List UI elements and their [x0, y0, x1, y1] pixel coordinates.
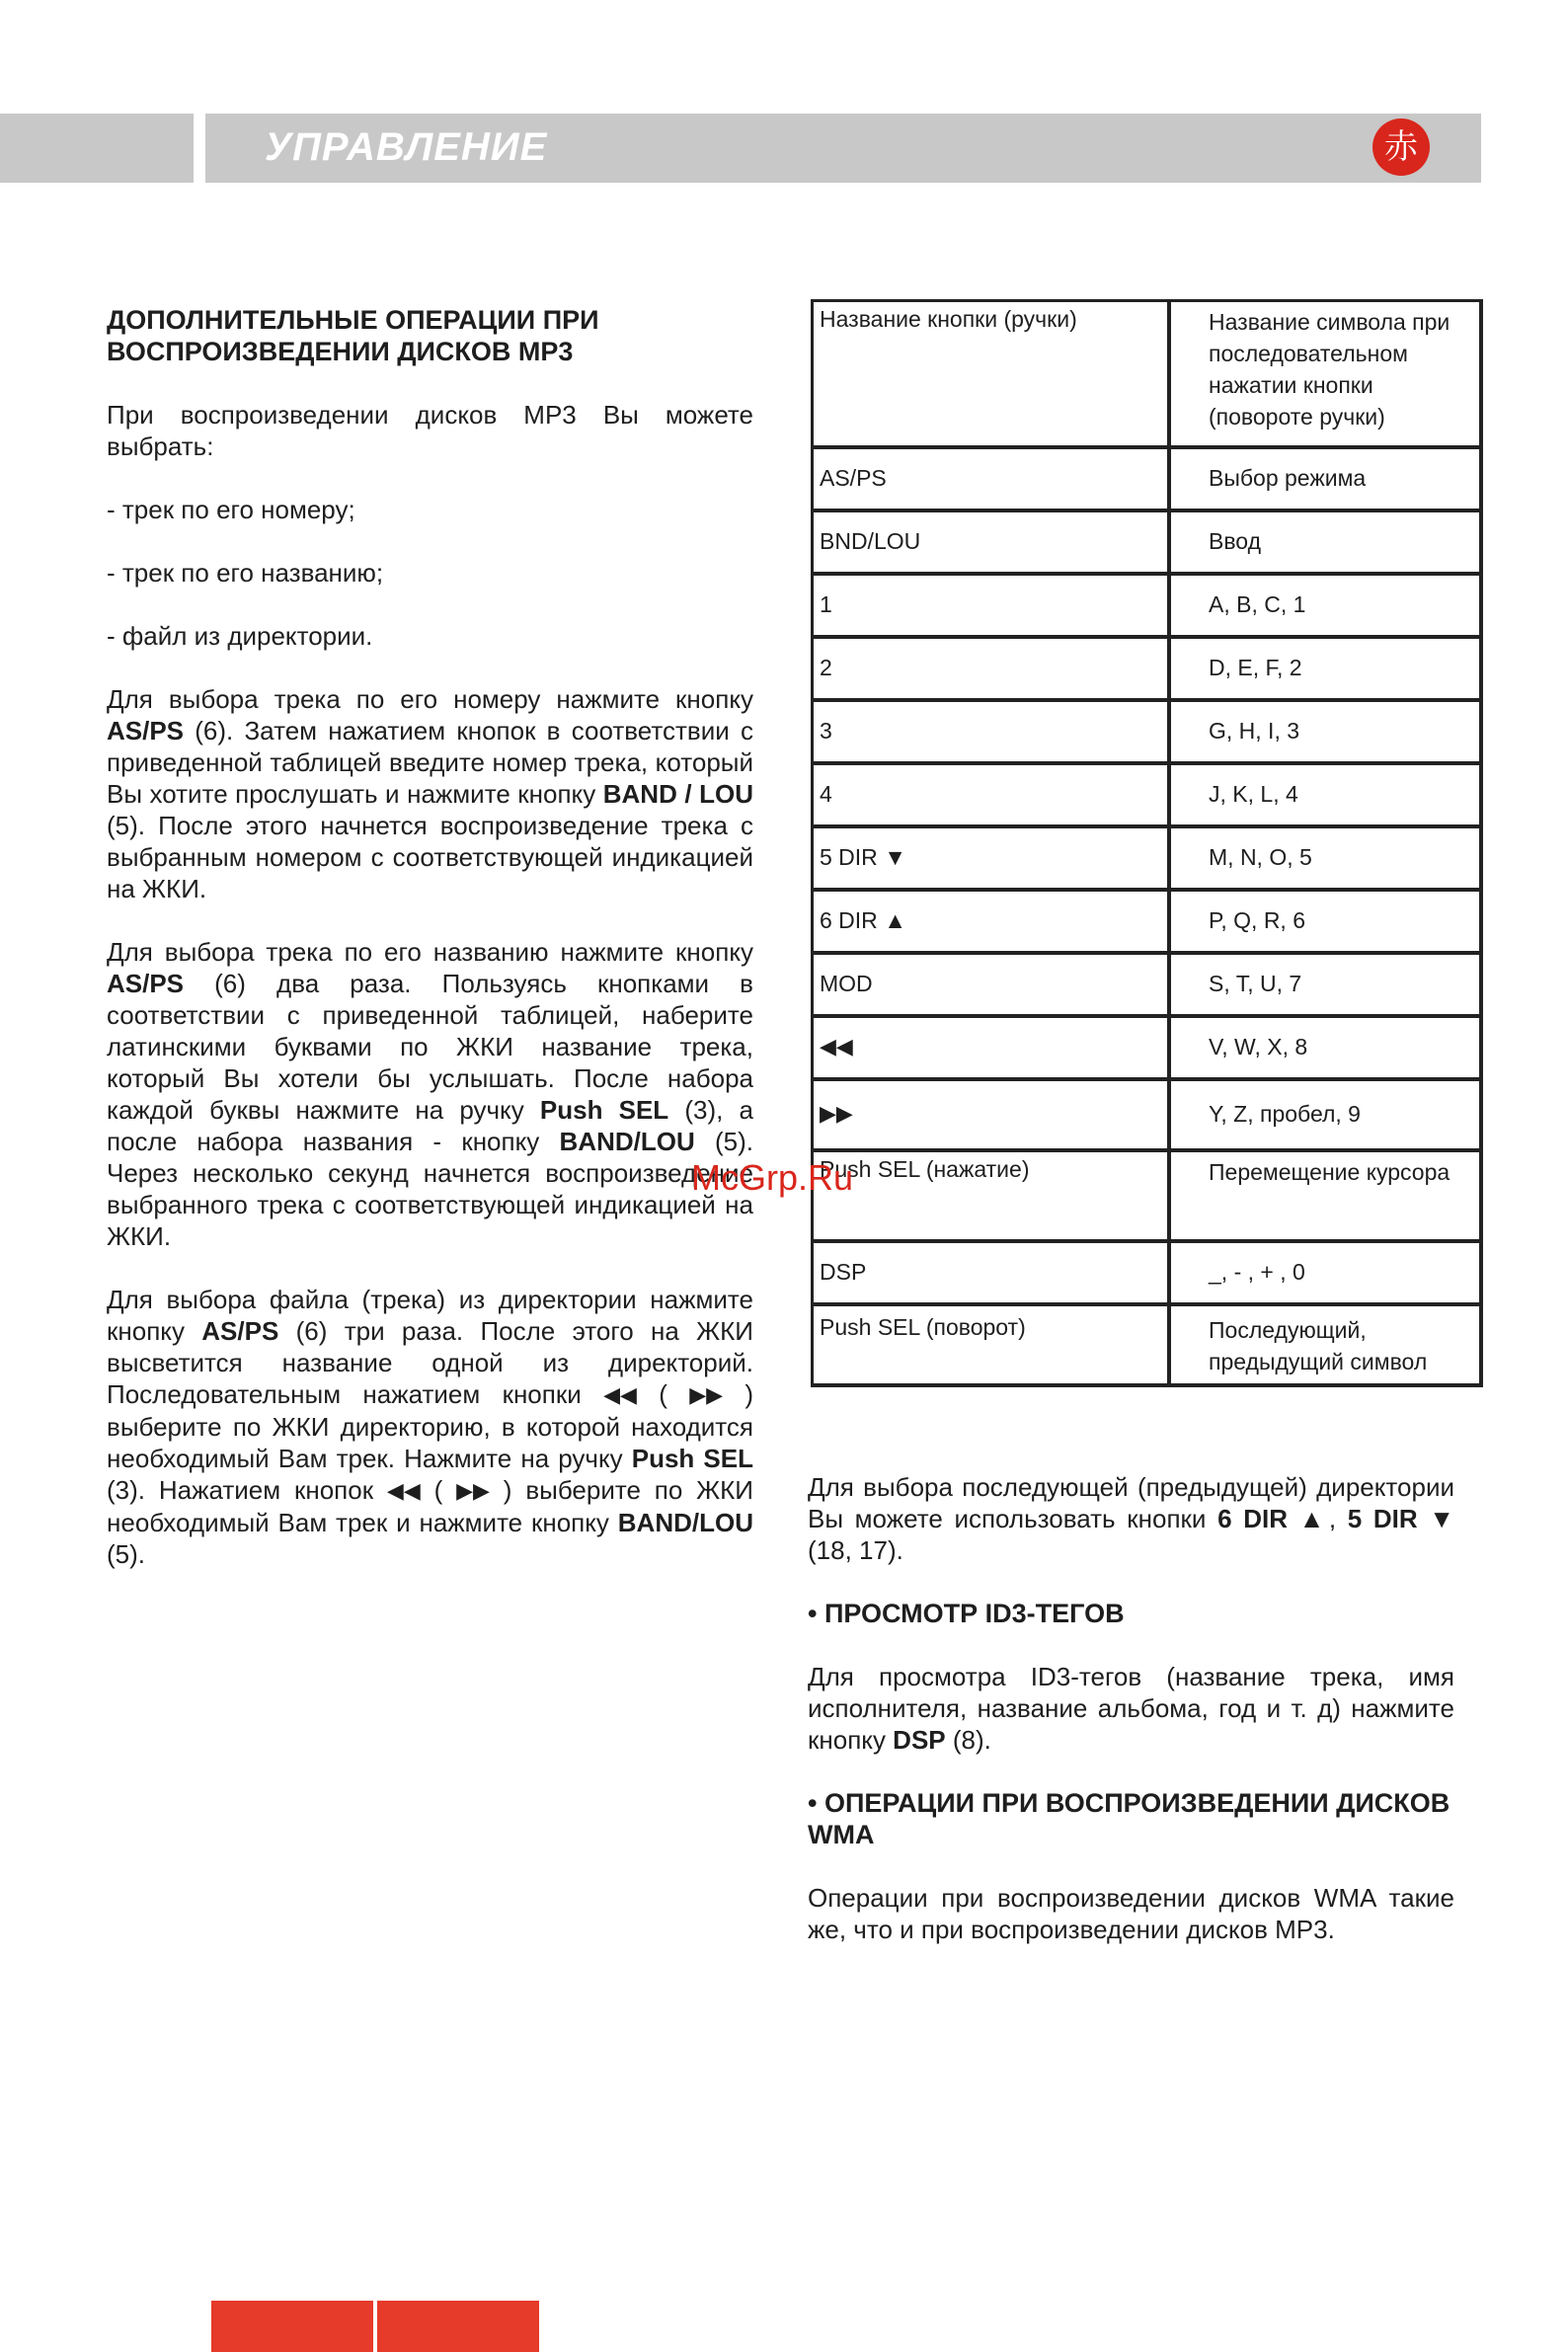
paragraph-dir-buttons: Для выбора последующей (предыдущей) директории Вы можете использовать кнопки 6 DIR ▲, 5 DIR ▼ (18, 17).: [808, 1472, 1454, 1565]
table-cell: M, N, O, 5: [1169, 826, 1481, 890]
table-cell: Ввод: [1169, 510, 1481, 574]
left-column: [107, 304, 753, 1602]
right-column: [808, 1471, 1454, 1977]
paragraph-id3: Для просмотра ID3-тегов (название трека, имя исполнителя, название альбома, год и т. д) нажмите кнопку DSP (8).: [808, 1662, 1454, 1755]
watermark: McGrp.Ru: [691, 1157, 854, 1198]
fast-forward-icon: ▶▶: [689, 1382, 724, 1407]
list-item: - трек по его названию;: [107, 558, 384, 588]
table-cell: Перемещение курсора: [1169, 1150, 1481, 1241]
table-cell: D, E, F, 2: [1169, 637, 1481, 700]
table-cell: Последующий, предыдущий символ: [1169, 1304, 1481, 1385]
header-left-block: [0, 114, 194, 183]
table-cell: Выбор режима: [1169, 447, 1481, 510]
section-heading-wma: • ОПЕРАЦИИ ПРИ ВОСПРОИЗВЕДЕНИИ ДИСКОВ WMA: [808, 1788, 1450, 1849]
header-bar: [205, 114, 1481, 183]
list-item: - файл из директории.: [107, 621, 373, 651]
intro-text: При воспроизведении дисков MP3 Вы можете выбрать:: [107, 400, 753, 461]
table-cell: DSP: [813, 1241, 1170, 1304]
paragraph-track-name: Для выбора трека по его названию нажмите кнопку AS/PS (6) два раза. Пользуясь кнопками в соответствии с приведенной таблицей, наберите латинскими буквами по ЖКИ название трека, который Вы хотели бы услышать. После набора каждой буквы нажмите на ручку Push SEL (3), а после набора названия - кнопку BAND/LOU (5). Через несколько секунд начнется воспроизведение выбранного трека с соответствующей индикацией на ЖКИ.: [107, 937, 754, 1251]
table-cell: 1: [813, 574, 1170, 637]
table-cell: _, - , + , 0: [1169, 1241, 1481, 1304]
paragraph-wma: Операции при воспроизведении дисков WMA такие же, что и при воспроизведении дисков MP3.: [808, 1883, 1454, 1944]
table-cell: AS/PS: [813, 447, 1170, 510]
table-cell: [813, 1016, 1170, 1079]
table-header-button: Название кнопки (ручки): [813, 301, 1170, 447]
table-cell: 3: [813, 700, 1170, 763]
button-symbol-table: [811, 299, 1483, 1387]
page-title: УПРАВЛЕНИЕ: [265, 125, 548, 169]
table-cell: Push SEL (нажатие): [813, 1150, 1170, 1241]
table-cell: Push SEL (поворот): [813, 1304, 1170, 1385]
table-cell: S, T, U, 7: [1169, 953, 1481, 1016]
table-cell: 4: [813, 763, 1170, 826]
table-cell: V, W, X, 8: [1169, 1016, 1481, 1079]
section-heading: ДОПОЛНИТЕЛЬНЫЕ ОПЕРАЦИИ ПРИ ВОСПРОИЗВЕДЕНИИ ДИСКОВ MP3: [107, 305, 599, 366]
rewind-icon: ◀◀: [820, 1034, 853, 1058]
section-heading-id3: • ПРОСМОТР ID3-ТЕГОВ: [808, 1599, 1125, 1628]
triangle-down-icon: ▼: [884, 844, 906, 870]
list-item: - трек по его номеру;: [107, 495, 355, 524]
triangle-down-icon: ▼: [1429, 1504, 1454, 1533]
table-cell: P, Q, R, 6: [1169, 890, 1481, 953]
table-cell: MOD: [813, 953, 1170, 1016]
table-cell: BND/LOU: [813, 510, 1170, 574]
footer-block: [377, 2301, 539, 2352]
paragraph-directory: Для выбора файла (трека) из директории нажмите кнопку AS/PS (6) три раза. После этого на ЖКИ высветится название одной из директорий. Последовательным нажатием кнопки ◀◀ ( ▶▶ ) выберите по ЖКИ директорию, в которой находится необходимый Вам трек. Нажмите на ручку Push SEL (3). Нажатием кнопок ◀◀ ( ▶▶ ) выберите по ЖКИ необходимый Вам трек и нажмите кнопку BAND/LOU (5).: [107, 1285, 753, 1569]
table-cell: G, H, I, 3: [1169, 700, 1481, 763]
fast-forward-icon: ▶▶: [820, 1101, 853, 1126]
footer-block: [211, 2301, 373, 2352]
rewind-icon: ◀◀: [603, 1382, 637, 1407]
table-cell: 5 DIR ▼: [813, 826, 1170, 890]
table-cell: J, K, L, 4: [1169, 763, 1481, 826]
table-header-symbol: Название символа при последовательном нажатии кнопки (повороте ручки): [1169, 301, 1481, 447]
table-cell: A, B, C, 1: [1169, 574, 1481, 637]
table-cell: 6 DIR ▲: [813, 890, 1170, 953]
table-cell: [813, 1079, 1170, 1150]
triangle-up-icon: ▲: [884, 907, 906, 933]
brand-logo: 赤: [1372, 118, 1430, 176]
paragraph-track-number: Для выбора трека по его номеру нажмите кнопку AS/PS (6). Затем нажатием кнопок в соответствии с приведенной таблицей введите номер трека, который Вы хотите прослушать и нажмите кнопку BAND / LOU (5). После этого начнется воспроизведение трека с выбранным номером с соответствующей индикацией на ЖКИ.: [107, 684, 753, 903]
triangle-up-icon: ▲: [1298, 1504, 1329, 1533]
table-cell: 2: [813, 637, 1170, 700]
rewind-icon: ◀◀: [386, 1478, 421, 1503]
fast-forward-icon: ▶▶: [456, 1478, 490, 1503]
table-cell: Y, Z, пробел, 9: [1169, 1079, 1481, 1150]
